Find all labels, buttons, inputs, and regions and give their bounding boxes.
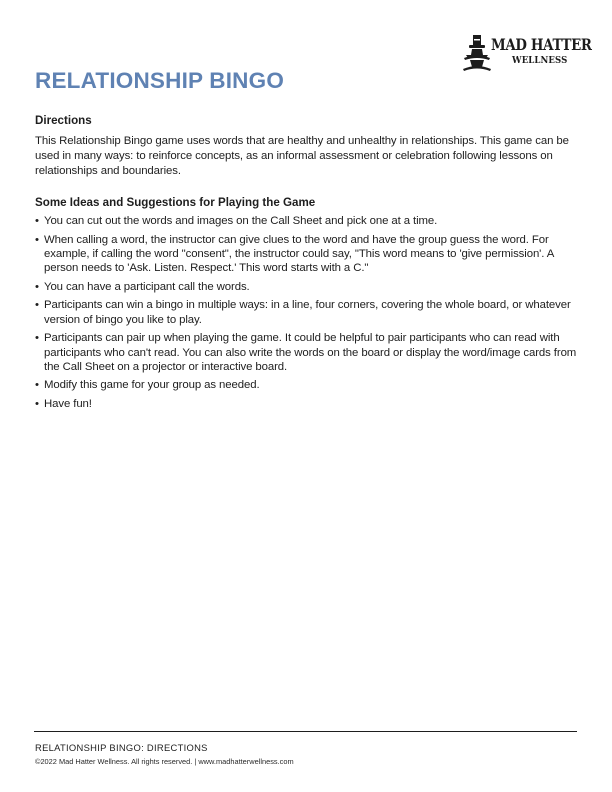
bullet-icon: • [35, 233, 39, 246]
brand-name: MAD HATTER [491, 35, 592, 54]
list-item [35, 397, 580, 411]
bullet-icon: • [35, 398, 39, 411]
directions-heading: Directions [35, 114, 92, 127]
directions-text: This Relationship Bingo game uses words that are healthy and unhealthy in relationships. This game can be used in many ways: to reinforce concepts, as an informal assessment or celebration following lessons on relationships and boundaries. [35, 135, 569, 177]
footer-divider [34, 731, 577, 732]
list-item [35, 331, 580, 374]
list-item-text: You can have a participant call the words. [44, 280, 250, 293]
ideas-list [35, 214, 580, 411]
bullet-icon: • [35, 299, 39, 312]
footer-title: RELATIONSHIP BINGO: DIRECTIONS [35, 742, 208, 753]
list-item-text: Have fun! [44, 398, 92, 411]
ideas-heading: Some Ideas and Suggestions for Playing the Game [35, 196, 316, 209]
list-item-text: Participants can win a bingo in multiple ways: in a line, four corners, covering the whole board, or whatever version of bingo you like to play. [44, 299, 571, 326]
bullet-icon: • [35, 215, 39, 227]
top-hat-logo-icon [462, 33, 492, 73]
bullet-icon: • [35, 332, 39, 345]
list-item-text: When calling a word, the instructor can give clues to the word and have the group guess the word. For example, if calling the word "consent", the instructor could say, "This word means to 'give permission'. A person needs to 'Ask. Listen. Respect.' This word starts with a C." [44, 233, 554, 275]
page-title: RELATIONSHIP BINGO [35, 68, 285, 93]
bullet-icon: • [35, 379, 39, 392]
list-item-text: Modify this game for your group as needed. [44, 379, 260, 392]
list-item-text: Participants can pair up when playing the game. It could be helpful to pair participants who can read with participants who can't read. You can also write the words on the board or display the word/image cards from the Call Sheet on a projector or interactive board. [44, 332, 577, 373]
list-item [35, 280, 580, 294]
footer-copyright: ©2022 Mad Hatter Wellness. All rights reserved. | www.madhatterwellness.com [35, 757, 294, 766]
list-item [35, 233, 580, 276]
list-item [35, 378, 580, 392]
main-content [35, 113, 580, 416]
brand-subname: WELLNESS [512, 55, 568, 66]
bullet-icon: • [35, 280, 39, 293]
brand-logo [462, 33, 592, 73]
list-item [35, 298, 580, 327]
list-item [35, 214, 580, 228]
list-item-text: You can cut out the words and images on the Call Sheet and pick one at a time. [44, 215, 438, 227]
